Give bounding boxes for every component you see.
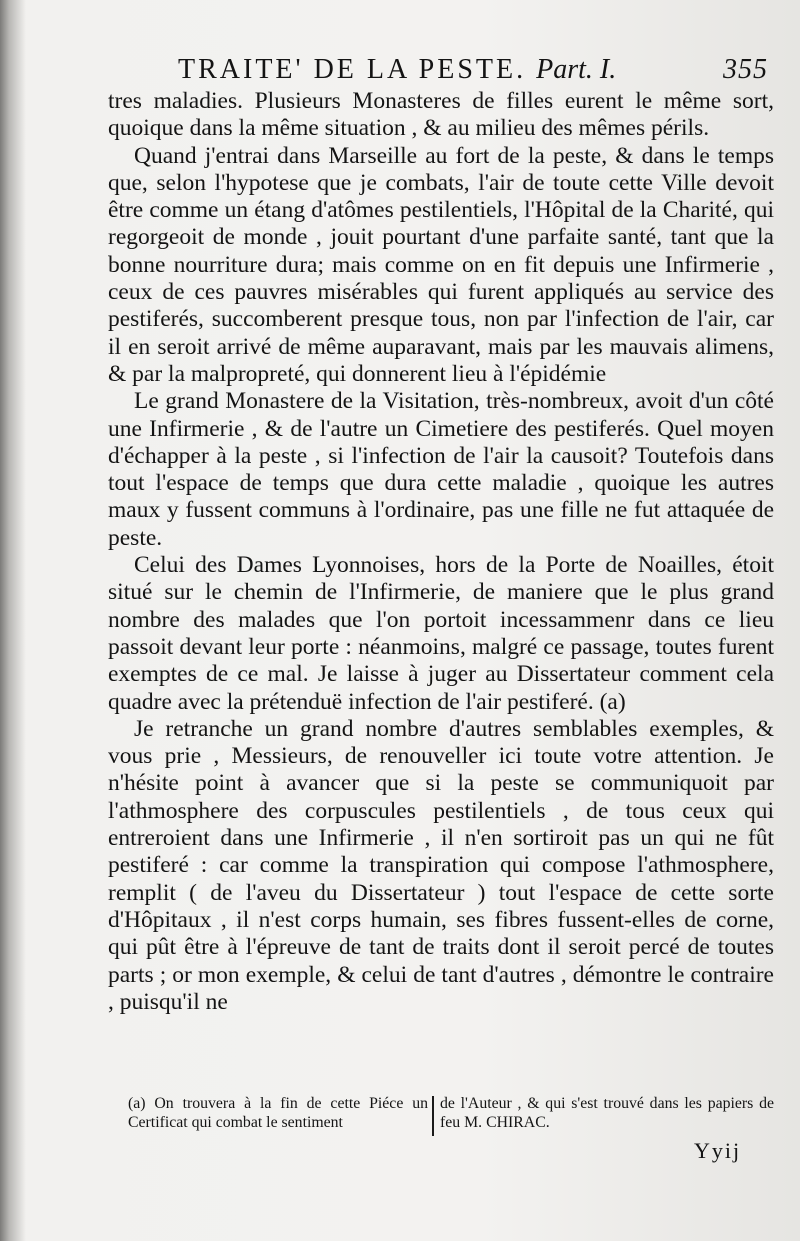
paragraph-marseille: Quand j'entrai dans Marseille au fort de la peste, & dans le temps que, selon l'hypotese que je combats, l'air de toute cette Ville devoit être comme un étang d'atômes pestilentiels, l'Hôpital de la Charité, qui regorgeoit de monde , jouit pourtant d'une parfaite santé, tant que la bonne nourriture dura; mais comme on en fit depuis une Infirmerie , ceux de ces pauvres misérables qui furent appliqués au service des pestiferés, succomberent presque tous, non par l'infection de l'air, car il en seroit arrivé de même auparavant, mais par les mauvais alimens, & par la malpropreté, qui donnerent lieu à l'épidémie (108, 142, 774, 387)
paragraph-continued: tres maladies. Plusieurs Monasteres de filles eurent le même sort, quoique dans la même situation , & au milieu des mêmes périls. (108, 88, 774, 142)
paragraph-lyonnoises: Celui des Dames Lyonnoises, hors de la Porte de Noailles, étoit situé sur le chemin de l'Infirmerie, de maniere que le plus grand nombre des malades que l'on portoit incessammenr dans ce lieu passoit devant leur porte : néanmoins, malgré ce passage, toutes furent exemptes de ce mal. Je laisse à juger au Dissertateur comment cela quadre avec la prétenduë infection de l'air pestiferé. (a) (108, 552, 774, 715)
page-number: 355 (723, 54, 768, 85)
body-text (108, 88, 774, 1016)
footnote-divider (432, 1096, 434, 1136)
paragraph-visitation: Le grand Monastere de la Visitation, très-nombreux, avoit d'un côté une Infirmerie , & de l'autre un Cimetiere des pestiferés. Quel moyen d'échapper à la peste , si l'infection de l'air la causoit? Toutefois dans tout l'espace de temps que dura cette maladie , quoique les autres maux y fussent communs à l'ordinaire, pas une fille ne fut attaquée de peste. (108, 388, 774, 551)
footnote-left-column: (a) On trouvera à la fin de cette Piéce un Certificat qui combat le sentiment (128, 1095, 428, 1131)
signature-mark: Yyij (694, 1138, 742, 1163)
running-head-title (178, 54, 616, 86)
paragraph-exemples: Je retranche un grand nombre d'autres semblables exemples, & vous prie , Messieurs, de renouveller ici toute votre attention. Je n'hésite point à avancer que si la peste se communiquoit par l'athmosphere des corpuscules pestilentiels , de tous ceux qui entreroient dans une Infirmerie , il n'en sortiroit pas un qui ne fût pestiferé : car comme la transpiration qui compose l'athmosphere, remplit ( de l'aveu du Dissertateur ) tout l'espace de cette sorte d'Hôpitaux , il n'est corps humain, ses fibres fussent-elles de corne, qui pût être à l'épreuve de tant de traits dont il seroit percé de toutes parts ; or mon exemple, & celui de tant d'autres , démontre le contraire , puisqu'il ne (108, 715, 774, 1015)
running-head-title-text: TRAITE' DE LA PESTE. (178, 54, 527, 85)
footnote-right-column: de l'Auteur , & qui s'est trouvé dans les papiers de feu M. CHIRAC. (440, 1095, 774, 1131)
footnote (108, 1094, 774, 1136)
page-gutter-shadow (0, 0, 26, 1241)
running-head-part: Part. I. (536, 54, 617, 85)
